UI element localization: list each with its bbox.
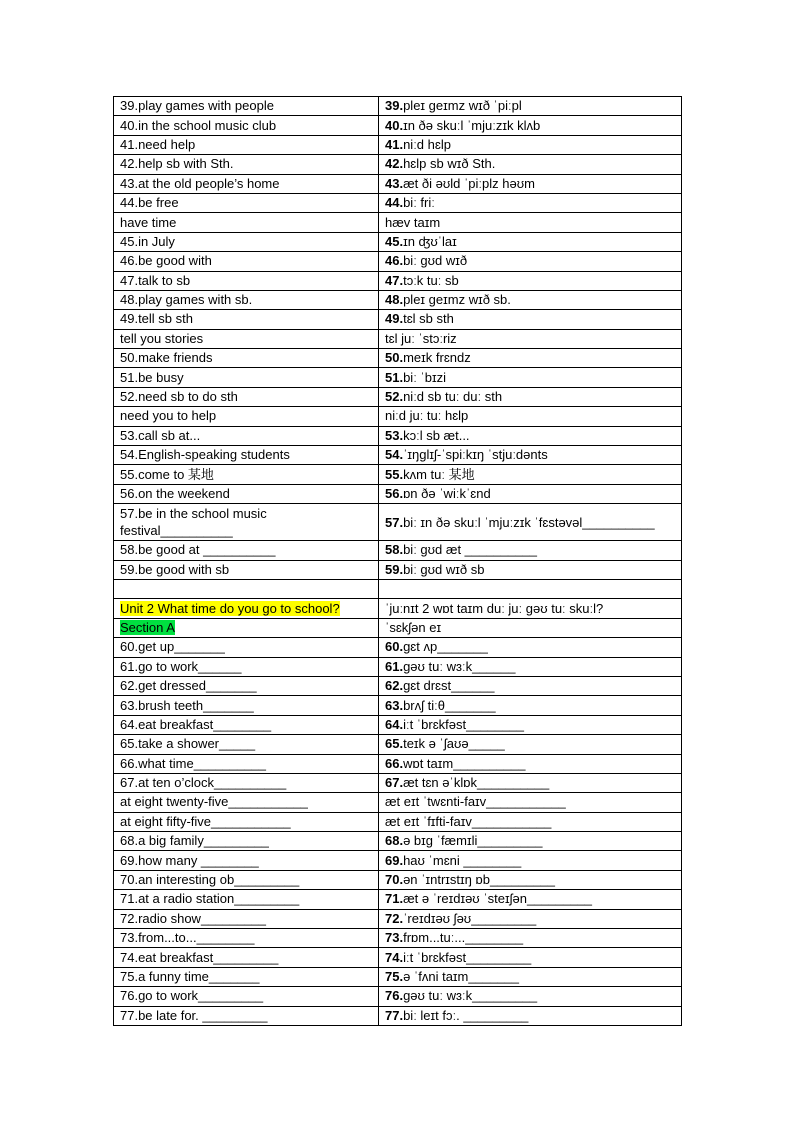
table-row: [114, 97, 682, 116]
table-row: [114, 271, 682, 290]
english-phrase-cell: [114, 676, 379, 695]
table-row: [114, 252, 682, 271]
phonetic-transcription: biː friː: [403, 195, 435, 211]
phonetic-transcription: ɒn ðə ˈwiːkˈɛnd: [403, 486, 491, 501]
phonetic-cell: [379, 929, 682, 948]
english-phrase-cell: [114, 368, 379, 387]
item-number: 76.: [385, 988, 404, 1004]
phonetic-transcription: pleɪ geɪmz wɪð ˈpiːpl: [403, 98, 522, 114]
phonetic-transcription: kʌm tuː 某地: [403, 466, 475, 482]
table-row: [114, 193, 682, 212]
table-row: [114, 174, 682, 193]
phonetic-cell: [379, 560, 682, 579]
english-phrase-cell: [114, 213, 379, 232]
phonetic-cell: [379, 676, 682, 695]
phonetic-cell: [379, 735, 682, 754]
english-phrase-cell: [114, 870, 379, 889]
english-phrase: 64.eat breakfast________: [120, 716, 272, 732]
english-phrase: 77.be late for. _________: [120, 1007, 268, 1023]
phonetic-cell: [379, 426, 682, 445]
phonetic-cell: [379, 696, 682, 715]
item-number: 48.: [385, 292, 404, 308]
english-phrase: 56.on the weekend: [120, 486, 230, 501]
item-number: 43.: [385, 175, 404, 191]
phonetic-cell: [379, 252, 682, 271]
english-phrase-cell: [114, 812, 379, 831]
english-phrase: 65.take a shower_____: [120, 736, 256, 752]
english-phrase-cell: [114, 271, 379, 290]
table-row: [114, 579, 682, 598]
phonetic-transcription: biː gʊd wɪð sb: [403, 561, 485, 577]
table-row: [114, 735, 682, 754]
english-phrase-cell: [114, 193, 379, 212]
item-number: 62.: [385, 678, 404, 694]
item-number: 45.: [385, 233, 404, 249]
phonetic-transcription: niːd hɛlp: [403, 136, 451, 152]
phonetic-transcription: biː leɪt fɔː. _________: [403, 1007, 529, 1023]
table-row: [114, 948, 682, 967]
english-phrase: 44.be free: [120, 195, 179, 211]
phonetic-cell: [379, 618, 682, 637]
table-row: [114, 446, 682, 465]
table-row: [114, 676, 682, 695]
english-phrase-cell: [114, 696, 379, 715]
item-number: 49.: [385, 311, 404, 327]
phonetic-cell: [379, 97, 682, 116]
item-number: 52.: [385, 389, 404, 405]
table-row: [114, 812, 682, 831]
phonetic-transcription: haʊ ˈmɛni ________: [403, 852, 522, 868]
english-phrase-cell: [114, 349, 379, 368]
english-phrase: 74.eat breakfast_________: [120, 949, 279, 965]
item-number: 68.: [385, 833, 404, 849]
english-phrase: 48.play games with sb.: [120, 292, 253, 308]
english-phrase-cell: [114, 155, 379, 174]
table-row: [114, 890, 682, 909]
phonetic-transcription: ə bɪg ˈfæmɪli_________: [403, 833, 543, 849]
english-phrase-cell: [114, 1006, 379, 1025]
phonetic-transcription: ɪn ʤʊˈlaɪ: [403, 233, 457, 249]
item-number: 51.: [385, 369, 404, 385]
english-phrase: 57.be in the school music festival__________: [120, 506, 267, 539]
item-number: 56.: [385, 486, 404, 501]
phonetic-cell: [379, 890, 682, 909]
item-number: 75.: [385, 968, 404, 984]
phonetic-transcription: gəʊ tuː wɜːk______: [403, 658, 516, 674]
table-row: [114, 1006, 682, 1025]
english-phrase: 52.need sb to do sth: [120, 389, 238, 405]
english-phrase: 46.be good with: [120, 253, 212, 269]
phonetic-cell: [379, 387, 682, 406]
table-row: [114, 638, 682, 657]
table-row: [114, 484, 682, 503]
english-phrase-cell: [114, 890, 379, 909]
phonetic-cell: [379, 329, 682, 348]
english-phrase: 61.go to work______: [120, 658, 242, 674]
item-number: 39.: [385, 98, 404, 114]
phonetic-cell: [379, 599, 682, 618]
item-number: 54.: [385, 447, 404, 463]
table-row: [114, 599, 682, 618]
english-phrase: 39.play games with people: [120, 98, 274, 114]
phonetic-cell: [379, 638, 682, 657]
phonetic-cell: [379, 541, 682, 560]
vocabulary-table: [113, 96, 682, 1026]
english-phrase: tell you stories: [120, 330, 204, 346]
english-phrase: 54.English-speaking students: [120, 447, 290, 463]
phonetic-cell: [379, 754, 682, 773]
english-phrase: 59.be good with sb: [120, 561, 230, 577]
item-number: 60.: [385, 639, 404, 655]
item-number: 55.: [385, 466, 404, 482]
phonetic-transcription: pleɪ geɪmz wɪð sb.: [403, 292, 511, 308]
english-phrase-cell: [114, 754, 379, 773]
english-phrase-cell: [114, 232, 379, 251]
english-phrase: 60.get up_______: [120, 639, 225, 655]
table-row: [114, 929, 682, 948]
phonetic-transcription: æt eɪt ˈtwɛnti-faɪv___________: [385, 794, 566, 810]
phonetic-cell: [379, 967, 682, 986]
english-phrase-cell: [114, 909, 379, 928]
item-number: 77.: [385, 1007, 404, 1023]
english-phrase: 70.an interesting ob_________: [120, 872, 300, 888]
english-phrase-cell: [114, 252, 379, 271]
phonetic-transcription: gəʊ tuː wɜːk_________: [403, 988, 538, 1004]
item-number: 72.: [385, 910, 404, 926]
table-row: [114, 560, 682, 579]
english-phrase: 53.call sb at...: [120, 427, 201, 443]
phonetic-cell: [379, 484, 682, 503]
english-phrase-cell: [114, 773, 379, 792]
english-phrase: 51.be busy: [120, 369, 184, 385]
phonetic-cell: [379, 213, 682, 232]
phonetic-cell: [379, 987, 682, 1006]
english-phrase-cell: [114, 638, 379, 657]
english-phrase: 73.from...to...________: [120, 930, 255, 946]
table-row: [114, 155, 682, 174]
phonetic-cell: [379, 504, 682, 541]
item-number: 59.: [385, 561, 404, 577]
phonetic-transcription: ˈjuːnɪt 2 wɒt taɪm duː juː gəʊ tuː skuːl?: [385, 600, 604, 616]
phonetic-transcription: gɛt ʌp_______: [403, 639, 488, 655]
english-phrase: 45.in July: [120, 233, 175, 249]
english-phrase: 41.need help: [120, 136, 196, 152]
english-phrase: 71.at a radio station_________: [120, 891, 300, 907]
english-phrase-cell: [114, 465, 379, 484]
phonetic-transcription: meɪk frɛndz: [403, 350, 471, 366]
phonetic-transcription: iːt ˈbrɛkfəst________: [403, 716, 524, 732]
phonetic-cell: [379, 310, 682, 329]
phonetic-transcription: ə ˈfʌni taɪm_______: [403, 968, 519, 984]
item-number: 42.: [385, 156, 404, 172]
phonetic-transcription: biː gʊd wɪð: [403, 253, 468, 269]
table-row: [114, 213, 682, 232]
item-number: 50.: [385, 350, 404, 366]
phonetic-cell: [379, 290, 682, 309]
english-phrase: Unit 2 What time do you go to school?: [120, 600, 340, 616]
phonetic-transcription: frɒm...tuː...________: [403, 930, 524, 946]
table-row: [114, 116, 682, 135]
phonetic-transcription: æt ə ˈreɪdɪəʊ ˈsteɪʃən_________: [403, 891, 593, 907]
english-phrase: 40.in the school music club: [120, 117, 277, 133]
english-phrase-cell: [114, 851, 379, 870]
english-phrase: 72.radio show_________: [120, 910, 267, 926]
phonetic-transcription: biː ɪn ðə skuːl ˈmjuːzɪk ˈfɛstəvəl__________: [403, 514, 655, 530]
phonetic-cell: [379, 579, 682, 598]
english-phrase-cell: [114, 387, 379, 406]
item-number: 57.: [385, 514, 404, 530]
item-number: 46.: [385, 253, 404, 269]
item-number: 65.: [385, 736, 404, 752]
english-phrase-cell: [114, 657, 379, 676]
table-row: [114, 465, 682, 484]
item-number: 44.: [385, 195, 404, 211]
phonetic-transcription: tɛl juː ˈstɔːriz: [385, 330, 457, 346]
english-phrase: have time: [120, 214, 177, 230]
english-phrase-cell: [114, 929, 379, 948]
english-phrase-cell: [114, 329, 379, 348]
table-row: [114, 657, 682, 676]
english-phrase-cell: [114, 426, 379, 445]
table-row: [114, 696, 682, 715]
table-row: [114, 329, 682, 348]
phonetic-cell: [379, 368, 682, 387]
english-phrase: 75.a funny time_______: [120, 968, 260, 984]
phonetic-transcription: ˈreɪdɪəʊ ʃəʊ_________: [403, 910, 537, 926]
item-number: 66.: [385, 755, 404, 771]
item-number: 41.: [385, 136, 404, 152]
phonetic-cell: [379, 1006, 682, 1025]
phonetic-cell: [379, 657, 682, 676]
phonetic-cell: [379, 948, 682, 967]
item-number: 53.: [385, 427, 404, 443]
english-phrase: 69.how many ________: [120, 852, 259, 868]
phonetic-transcription: ˈɪŋglɪʃ-ˈspiːkɪŋ ˈstjuːdənts: [403, 447, 548, 463]
english-phrase-cell: [114, 735, 379, 754]
phonetic-transcription: biː gʊd æt __________: [403, 542, 537, 558]
item-number: 64.: [385, 716, 404, 732]
english-phrase-cell: [114, 987, 379, 1006]
english-phrase-cell: [114, 310, 379, 329]
table-row: [114, 426, 682, 445]
item-number: 58.: [385, 542, 404, 558]
table-row: [114, 967, 682, 986]
english-phrase-cell: [114, 793, 379, 812]
phonetic-transcription: tɛl sb sth: [403, 311, 454, 327]
phonetic-cell: [379, 870, 682, 889]
phonetic-cell: [379, 135, 682, 154]
phonetic-cell: [379, 446, 682, 465]
table-row: [114, 793, 682, 812]
phonetic-cell: [379, 349, 682, 368]
phonetic-cell: [379, 271, 682, 290]
table-row: [114, 851, 682, 870]
phonetic-cell: [379, 465, 682, 484]
item-number: 40.: [385, 117, 404, 133]
english-phrase: 62.get dressed_______: [120, 678, 257, 694]
english-phrase: Section A: [120, 619, 175, 635]
table-row: [114, 870, 682, 889]
item-number: 67.: [385, 775, 404, 791]
table-row: [114, 349, 682, 368]
item-number: 73.: [385, 930, 404, 946]
table-row: [114, 541, 682, 560]
english-phrase: 47.talk to sb: [120, 272, 191, 288]
table-row: [114, 773, 682, 792]
table-row: [114, 504, 682, 541]
english-phrase-cell: [114, 290, 379, 309]
phonetic-cell: [379, 155, 682, 174]
phonetic-cell: [379, 793, 682, 812]
phonetic-cell: [379, 116, 682, 135]
phonetic-cell: [379, 832, 682, 851]
english-phrase-cell: [114, 832, 379, 851]
english-phrase-cell: [114, 174, 379, 193]
english-phrase-cell: [114, 97, 379, 116]
phonetic-transcription: niːd sb tuː duː sth: [403, 389, 503, 405]
table-row: [114, 368, 682, 387]
phonetic-transcription: hɛlp sb wɪð Sth.: [403, 156, 496, 172]
table-row: [114, 135, 682, 154]
english-phrase: 55.come to 某地: [120, 466, 214, 482]
phonetic-transcription: æt ði əʊld ˈpiːplz həʊm: [403, 175, 535, 191]
english-phrase-cell: [114, 948, 379, 967]
phonetic-transcription: æt tɛn əˈklɒk__________: [403, 775, 550, 791]
table-row: [114, 310, 682, 329]
item-number: 69.: [385, 852, 404, 868]
english-phrase: 42.help sb with Sth.: [120, 156, 234, 172]
phonetic-transcription: brʌʃ tiːθ_______: [403, 697, 496, 713]
english-phrase-cell: [114, 618, 379, 637]
item-number: 47.: [385, 272, 404, 288]
table-row: [114, 987, 682, 1006]
phonetic-transcription: æt eɪt ˈfɪfti-faɪv___________: [385, 813, 552, 829]
phonetic-cell: [379, 715, 682, 734]
phonetic-transcription: teɪk ə ˈʃaʊə_____: [403, 736, 505, 752]
table-row: [114, 232, 682, 251]
english-phrase: 43.at the old people’s home: [120, 175, 280, 191]
english-phrase-cell: [114, 484, 379, 503]
table-row: [114, 290, 682, 309]
item-number: 71.: [385, 891, 404, 907]
english-phrase: need you to help: [120, 408, 217, 424]
item-number: 70.: [385, 872, 404, 888]
english-phrase-cell: [114, 579, 379, 598]
english-phrase-cell: [114, 541, 379, 560]
english-phrase: 66.what time__________: [120, 755, 267, 771]
phonetic-transcription: iːt ˈbrɛkfəst_________: [403, 949, 532, 965]
english-phrase: 63.brush teeth_______: [120, 697, 254, 713]
english-phrase: 68.a big family_________: [120, 833, 269, 849]
phonetic-cell: [379, 851, 682, 870]
english-phrase-cell: [114, 599, 379, 618]
phonetic-cell: [379, 232, 682, 251]
table-row: [114, 618, 682, 637]
table-row: [114, 387, 682, 406]
phonetic-transcription: ɪn ðə skuːl ˈmjuːzɪk klʌb: [403, 117, 541, 133]
english-phrase: 67.at ten o’clock__________: [120, 775, 287, 791]
table-row: [114, 754, 682, 773]
english-phrase-cell: [114, 504, 379, 541]
vocabulary-table-body: [114, 97, 682, 1026]
english-phrase-cell: [114, 407, 379, 426]
english-phrase: 76.go to work_________: [120, 988, 264, 1004]
phonetic-cell: [379, 193, 682, 212]
english-phrase: 50.make friends: [120, 350, 213, 366]
table-row: [114, 909, 682, 928]
english-phrase-cell: [114, 560, 379, 579]
english-phrase: at eight fifty-five___________: [120, 813, 291, 829]
phonetic-cell: [379, 407, 682, 426]
phonetic-cell: [379, 812, 682, 831]
item-number: 61.: [385, 658, 404, 674]
phonetic-transcription: ən ˈɪntrɪstɪŋ ɒb_________: [403, 872, 556, 888]
english-phrase-cell: [114, 967, 379, 986]
english-phrase: 49.tell sb sth: [120, 311, 193, 327]
item-number: 63.: [385, 697, 404, 713]
english-phrase-cell: [114, 446, 379, 465]
phonetic-cell: [379, 909, 682, 928]
english-phrase-cell: [114, 116, 379, 135]
table-row: [114, 832, 682, 851]
english-phrase-cell: [114, 715, 379, 734]
phonetic-transcription: wɒt taɪm__________: [403, 755, 526, 771]
phonetic-transcription: niːd juː tuː hɛlp: [385, 408, 469, 424]
phonetic-transcription: gɛt drɛst______: [403, 678, 495, 694]
phonetic-cell: [379, 773, 682, 792]
phonetic-transcription: ˈsɛkʃən eɪ: [385, 619, 442, 635]
english-phrase: at eight twenty-five___________: [120, 794, 308, 810]
phonetic-cell: [379, 174, 682, 193]
phonetic-transcription: hæv taɪm: [385, 214, 441, 230]
english-phrase-cell: [114, 135, 379, 154]
item-number: 74.: [385, 949, 404, 965]
phonetic-transcription: biː ˈbɪzi: [403, 369, 446, 385]
table-row: [114, 407, 682, 426]
english-phrase: 58.be good at __________: [120, 542, 276, 558]
phonetic-transcription: tɔːk tuː sb: [403, 272, 459, 288]
phonetic-transcription: kɔːl sb æt...: [403, 427, 470, 443]
table-row: [114, 715, 682, 734]
